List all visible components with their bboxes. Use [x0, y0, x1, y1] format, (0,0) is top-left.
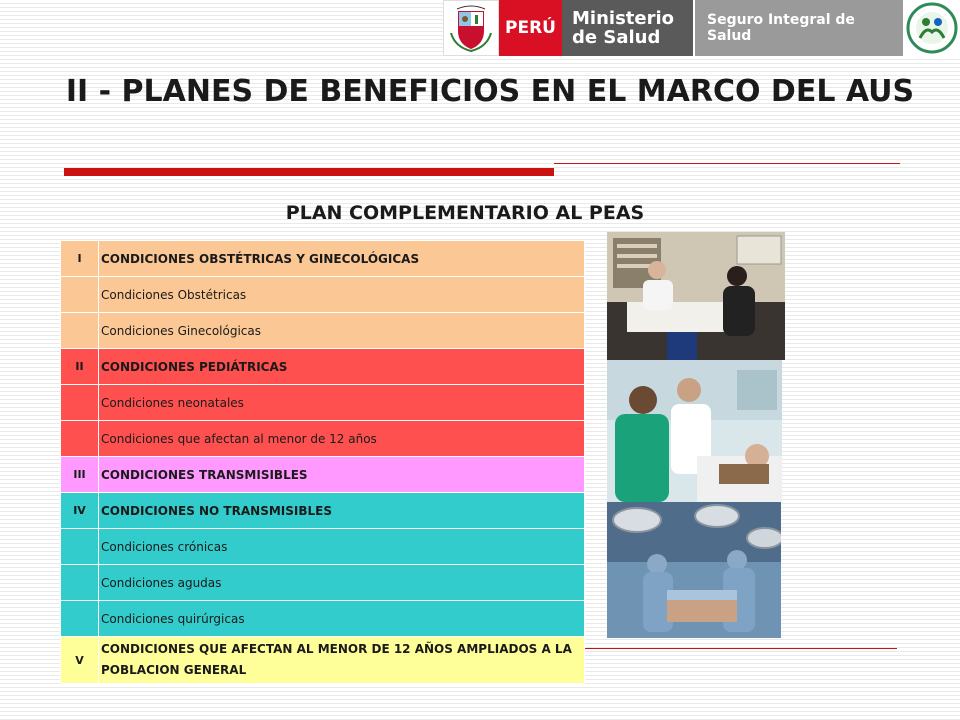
row-number: II [61, 349, 99, 385]
row-number [61, 565, 99, 601]
bottom-rule [585, 648, 897, 649]
row-label: CONDICIONES PEDIÁTRICAS [99, 349, 585, 385]
ministerio-salud-label [562, 0, 695, 56]
aus-logo-icon [906, 2, 958, 54]
sis-label: Seguro Integral de Salud [695, 0, 903, 56]
consultation-photo [607, 232, 785, 360]
title-rule-bar [64, 168, 554, 176]
row-label: Condiciones Obstétricas [99, 277, 585, 313]
ministerio-line-1: Ministerio [572, 8, 675, 29]
table-row [61, 241, 585, 277]
table-row [61, 565, 585, 601]
table-row [61, 385, 585, 421]
row-number: V [61, 637, 99, 684]
row-label: CONDICIONES QUE AFECTAN AL MENOR DE 12 AÑOS AMPLIADOS A LA POBLACION GENERAL [99, 637, 585, 684]
row-label: Condiciones Ginecológicas [99, 313, 585, 349]
row-label: Condiciones agudas [99, 565, 585, 601]
row-number [61, 313, 99, 349]
row-label: Condiciones quirúrgicas [99, 601, 585, 637]
table-row [61, 601, 585, 637]
ministerio-line-2: de Salud [572, 27, 661, 48]
table-row [61, 313, 585, 349]
table-row [61, 637, 585, 684]
row-number [61, 601, 99, 637]
row-number: IV [61, 493, 99, 529]
aus-logo [903, 0, 960, 56]
table-row [61, 421, 585, 457]
table-row [61, 529, 585, 565]
table-row [61, 493, 585, 529]
peru-label: PERÚ [499, 0, 562, 56]
table-row [61, 457, 585, 493]
row-number [61, 385, 99, 421]
row-label: CONDICIONES NO TRANSMISIBLES [99, 493, 585, 529]
table-row [61, 349, 585, 385]
table-row [61, 277, 585, 313]
row-number [61, 421, 99, 457]
row-label: Condiciones crónicas [99, 529, 585, 565]
row-label: CONDICIONES OBSTÉTRICAS Y GINECOLÓGICAS [99, 241, 585, 277]
benefits-table [60, 240, 585, 684]
row-label: Condiciones que afectan al menor de 12 años [99, 421, 585, 457]
title-rule-thin [554, 163, 900, 164]
page-title: II - PLANES DE BENEFICIOS EN EL MARCO DEL AUS [65, 74, 915, 109]
row-number [61, 277, 99, 313]
page-subtitle: PLAN COMPLEMENTARIO AL PEAS [285, 202, 645, 224]
row-label: CONDICIONES TRANSMISIBLES [99, 457, 585, 493]
coat-of-arms-icon [449, 3, 493, 53]
row-number: I [61, 241, 99, 277]
surgery-photo [607, 502, 781, 638]
header-banner [443, 0, 960, 56]
row-label: Condiciones neonatales [99, 385, 585, 421]
row-number [61, 529, 99, 565]
row-number: III [61, 457, 99, 493]
patient-care-photo [607, 360, 782, 502]
coat-of-arms-logo [443, 0, 499, 56]
